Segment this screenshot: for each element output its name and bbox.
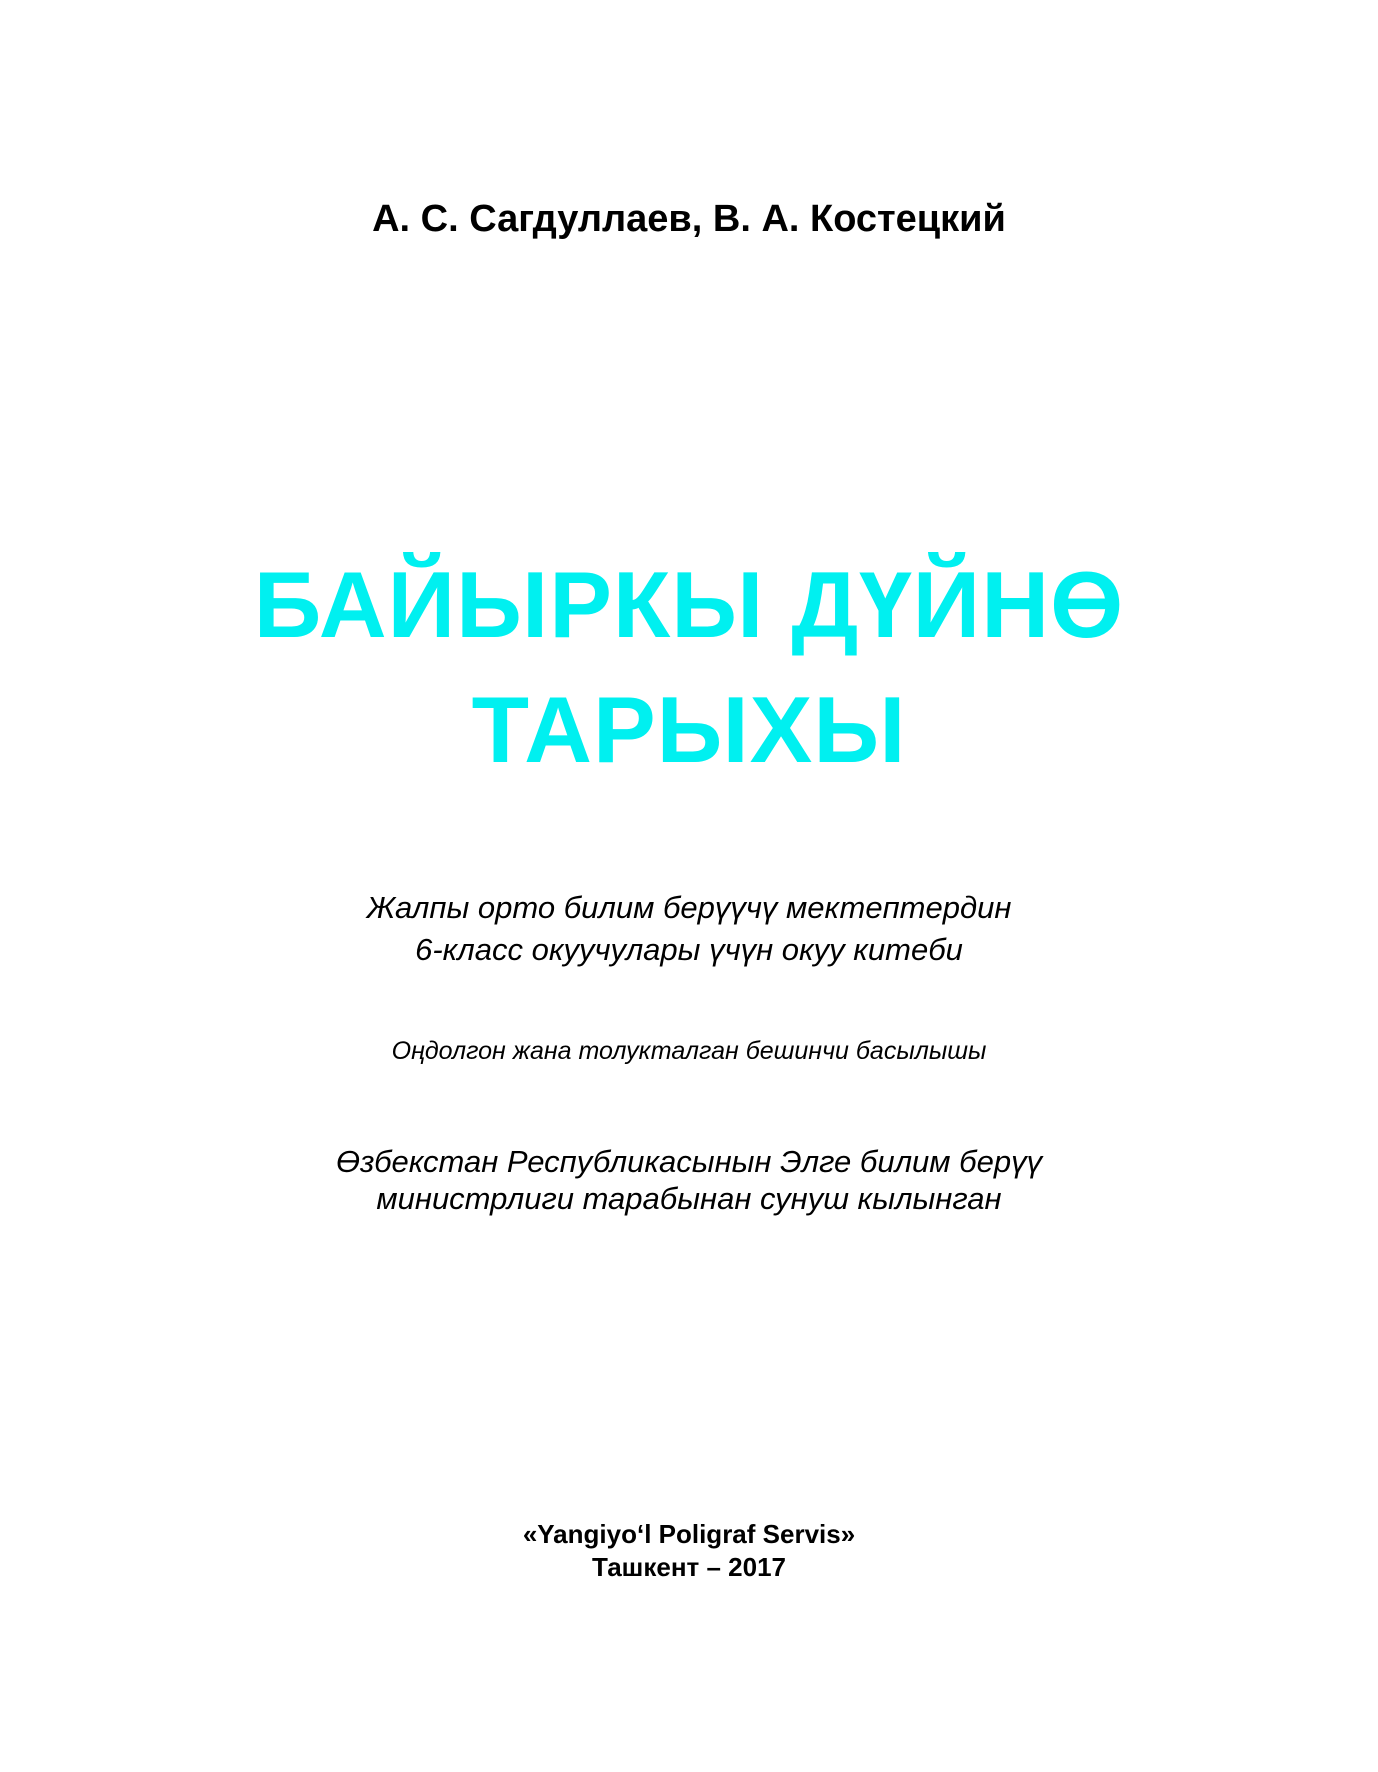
authors: А. С. Сагдуллаев, В. А. Костецкий (372, 198, 1006, 240)
subtitle-line-2: 6-класс окуучулары үчүн окуу китеби (415, 932, 963, 967)
recommendation-line-1: Өзбекстан Республикасынын Элге билим берүү (335, 1144, 1043, 1179)
subtitle-line-1: Жалпы орто билим берүүчү мектептердин (366, 890, 1012, 925)
edition-note: Оңдолгон жана толукталган бешинчи басылышы (391, 1037, 987, 1065)
recommendation-line-2: министрлиги тарабынан сунуш кылынган (376, 1181, 1002, 1216)
book-title-line-1: БАЙЫРКЫ ДҮЙНӨ (253, 552, 1125, 657)
book-title-line-2: ТАРЫХЫ (471, 677, 907, 782)
publisher-city-year: Ташкент – 2017 (591, 1552, 787, 1582)
publisher-name: «Yangiyo‘l Poligraf Servis» (522, 1519, 856, 1549)
